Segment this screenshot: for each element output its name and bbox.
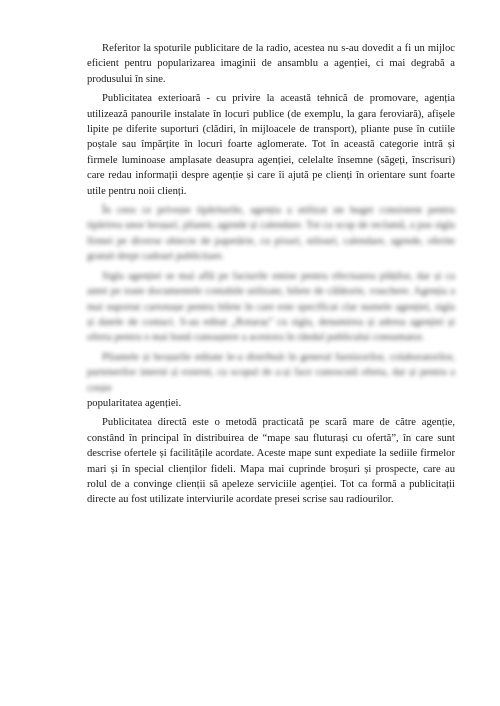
- paragraph-brochures: Pliantele și broșurile editate le-a distribuit în general furnizorilor, colaboratorilor, partenerilor interni și externi, cu scopul de a-și face cunoscută oferta, dar și pentru a crește: [87, 351, 455, 394]
- paragraph-company-logo: Sigla agenției se mai află pe facturile emise pentru efectuarea plăților, dar și ca antet pe toate documentele contabile utilizate, bilete de călătorie, vouchere. Agenția a mai suportat cartonașe pentru bilete în care este specificat clar numele agenției, sigla și datele de contact. S-au editat „Rotaraș” cu sigla, denumirea și adresa agenției și oferta pentru o mai bună cunoaștere a acestora în rândul publicului consumator.: [87, 270, 455, 344]
- document-body: [87, 41, 455, 512]
- paragraph-direct-advertising: Publicitatea directă este o metodă practicată pe scară mare de către agenție, constând în principal în distribuirea de “mape sau fluturași cu ofertă”, în care sunt descrise ofertele și facilitățile acordate. Aceste mape sunt expediate la sediile firmelor mari și în special clienților fideli. Mapa mai cuprinde broșuri și prospecte, care au rolul de a convinge clienții să apeleze serviciile agenției. Tot ca formă a publicitații directe au fost utilizate interviurile acordate presei scrise sau radiourilor.: [87, 417, 455, 506]
- paragraph-radio-spots: Referitor la spoturile publicitare de la radio, acestea nu s-au dovedit a fi un mijloc eficient pentru popularizarea imaginii de ansamblu a agenției, ci mai degrabă a produsului în sine.: [87, 43, 455, 85]
- paragraph-printed-materials: În ceea ce privește tipăriturile, agenția a utilizat un buget consistent pentru tipărirea unor broșuri, pliante, agende și calendare. Tot cu scop de reclamă, a pus sigla firmei pe diverse obiecte de papetărie, cu pixuri, stilouri, calendare, agende, oferite gratuit drept cadouri publicitare.: [87, 205, 455, 263]
- paragraph-brochures-end: popularitatea agenției.: [87, 397, 182, 409]
- paragraph-outdoor-advertising: Publicitatea exterioară - cu privire la această tehnică de promovare, agenția utilizează panourile instalate în locuri publice (de exemplu, la gara feroviară), afișele lipite pe diferite suporturi (clădiri, în mijloacele de transport), pliante puse în cutiile poștale sau împărțite în locuri foarte aglomerate. Tot în această categorie intră și firmele luminoase amplasate deasupra agenției, celelalte însemne (săgeți, înscrisuri) care redau informații despre agenție și care îi ajută pe clienți în orientare sunt foarte utile pentru noii clienți.: [87, 93, 455, 197]
